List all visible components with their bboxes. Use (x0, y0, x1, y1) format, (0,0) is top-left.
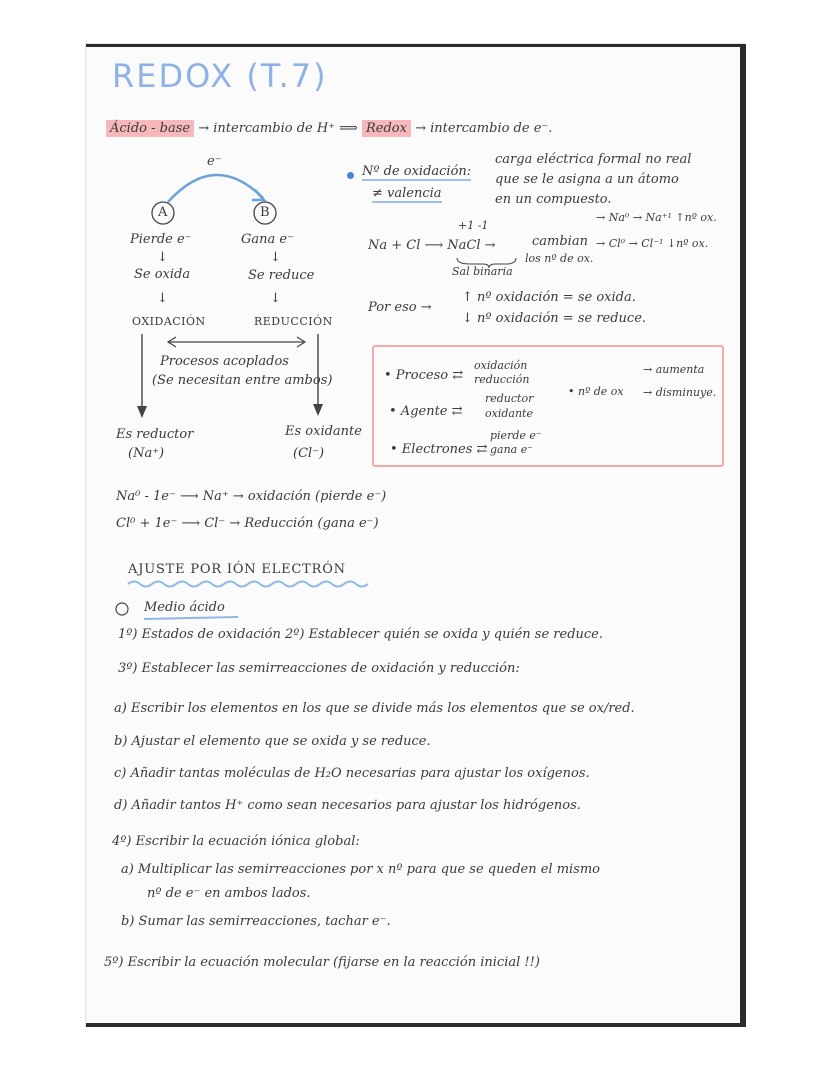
box-nox: • nº de ox (568, 385, 624, 398)
subsection-heading: Medio ácido (144, 600, 225, 615)
page-title: REDOX (T.7) (112, 57, 328, 95)
down-rule: ↓ nº oxidación = se reduce. (462, 311, 647, 326)
box-oxidante: oxidante (485, 407, 533, 420)
cl-change: → Cl⁰ → Cl⁻¹ ↓nº ox. (596, 237, 709, 250)
box-proceso: • Proceso ⇄ (384, 368, 464, 383)
arrow-down: ↓ (157, 250, 168, 265)
section-heading: AJUSTE POR IÓN ELECTRÓN (128, 562, 346, 577)
box-pierde: pierde e⁻ (490, 429, 542, 442)
step-3b: b) Ajustar el elemento que se oxida y se reduce. (114, 734, 431, 749)
page-edge-right (740, 44, 746, 1026)
step-3c: c) Añadir tantas moléculas de H₂O necesarias para ajustar los oxígenos. (114, 766, 590, 781)
box-electrones: • Electrones ⇄ (390, 442, 488, 457)
step-3d: d) Añadir tantos H⁺ como sean necesarios para ajustar los hidrógenos. (114, 798, 581, 813)
step-4: 4º) Escribir la ecuación iónica global: (112, 834, 360, 849)
definition-line: que se le asigna a un átomo (495, 172, 679, 187)
acid-base-arrow-text: → intercambio de H⁺ ⟹ (198, 121, 358, 136)
step-4b: b) Sumar las semirreacciones, tachar e⁻. (121, 914, 391, 929)
electron-label: e⁻ (207, 154, 222, 169)
header-line (106, 121, 552, 137)
node-a-label: A (158, 205, 168, 220)
nacl-equation: Na + Cl ⟶ NaCl → (368, 238, 496, 253)
box-gana: gana e⁻ (490, 443, 534, 456)
oxidante-label: Es oxidante (285, 424, 362, 439)
procesos-note: (Se necesitan entre ambos) (152, 373, 333, 388)
sal-binaria-label: Sal binaria (452, 265, 513, 278)
valencia-note: ≠ valencia (372, 186, 442, 201)
por-eso-label: Por eso → (368, 300, 432, 315)
box-disminuye: → disminuye. (643, 386, 717, 399)
reduccion-label: REDUCCIÓN (254, 315, 333, 328)
reductor-label: Es reductor (116, 427, 194, 442)
se-oxida-label: Se oxida (134, 267, 191, 282)
redox-highlight: Redox (362, 120, 411, 137)
page-edge-bottom (86, 1023, 746, 1027)
acid-base-highlight: Ácido - base (106, 120, 194, 137)
cl-reaction: Cl⁰ + 1e⁻ ⟶ Cl⁻ → Reducción (gana e⁻) (116, 516, 379, 531)
definition-line: en un compuesto. (495, 192, 612, 207)
step-3a: a) Escribir los elementos en los que se divide más los elementos que se ox/red. (114, 701, 635, 716)
na-change: → Na⁰ → Na⁺¹ ↑nº ox. (596, 211, 717, 224)
arrow-down: ↓ (270, 291, 281, 306)
se-reduce-label: Se reduce (248, 268, 315, 283)
arrow-down: ↓ (270, 250, 281, 265)
n-ox-heading: Nº de oxidación: (362, 164, 472, 179)
node-b-label: B (260, 205, 270, 220)
box-oxidacion: oxidación (474, 359, 528, 372)
step-4a-cont: nº de e⁻ en ambos lados. (147, 886, 311, 901)
box-reductor: reductor (485, 392, 534, 405)
cambian-label: cambian (532, 234, 588, 249)
reductor-example: (Na⁺) (128, 446, 165, 461)
bullet-dot (347, 172, 354, 179)
pierde-label: Pierde e⁻ (130, 232, 192, 247)
oxidante-example: (Cl⁻) (293, 446, 325, 461)
arrow-down: ↓ (157, 291, 168, 306)
los-nox-label: los nº de ox. (525, 252, 594, 265)
step-4a: a) Multiplicar las semirreacciones por x nº para que se queden el mismo (121, 862, 601, 877)
oxidation-charges: +1 -1 (458, 219, 489, 232)
box-reduccion: reducción (474, 373, 530, 386)
step-5: 5º) Escribir la ecuación molecular (fijarse en la reacción inicial !!) (104, 955, 540, 970)
step-1-2: 1º) Estados de oxidación 2º) Establecer quién se oxida y quién se reduce. (118, 627, 603, 642)
box-agente: • Agente ⇄ (389, 404, 463, 419)
up-rule: ↑ nº oxidación = se oxida. (462, 290, 636, 305)
gana-label: Gana e⁻ (241, 232, 294, 247)
redox-arrow-text: → intercambio de e⁻. (415, 121, 553, 136)
definition-line: carga eléctrica formal no real (495, 152, 692, 167)
na-reaction: Na⁰ - 1e⁻ ⟶ Na⁺ → oxidación (pierde e⁻) (116, 489, 387, 504)
oxidacion-label: OXIDACIÓN (132, 315, 206, 328)
procesos-label: Procesos acoplados (160, 354, 289, 369)
page-edge-top (86, 44, 744, 47)
step-3: 3º) Establecer las semirreacciones de oxidación y reducción: (118, 661, 520, 676)
box-aumenta: → aumenta (643, 363, 705, 376)
